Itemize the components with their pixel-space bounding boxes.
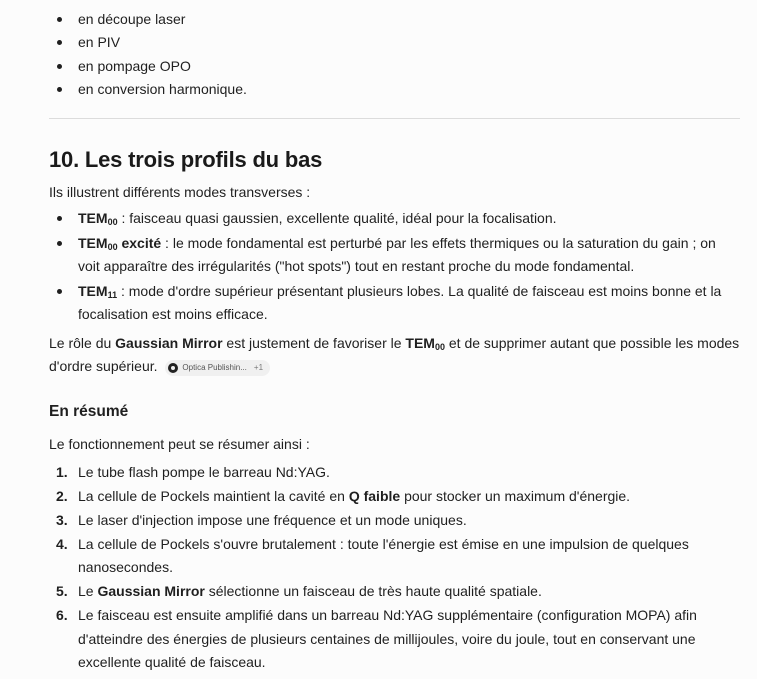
mode-description: : faisceau quasi gaussien, excellente qualité, idéal pour la focalisation.	[117, 210, 557, 227]
list-item	[49, 207, 740, 231]
list-item: en PIV	[49, 31, 740, 54]
mode-description: : le mode fondamental est perturbé par les effets thermiques ou la saturation du gain ; on voit apparaître des irrégularités ("hot spots") tout en restant proche du mode fondamental.	[78, 234, 716, 275]
step-number: 1.	[56, 463, 68, 480]
list-item: 4. La cellule de Pockels s'ouvre brutalement : toute l'énergie est émise en une impulsion de quelques nanosecondes.	[49, 533, 740, 580]
step-number: 4.	[56, 535, 68, 552]
list-item: 5. Le Gaussian Mirror sélectionne un faisceau de très haute qualité spatiale.	[49, 580, 740, 604]
list-item: 1. Le tube flash pompe le barreau Nd:YAG.	[49, 461, 740, 485]
gaussian-mirror-term: Gaussian Mirror	[115, 334, 223, 351]
section-title: 10. Les trois profils du bas	[49, 147, 323, 173]
section-divider	[49, 118, 740, 119]
list-item	[49, 280, 740, 327]
section-intro: Ils illustrent différents modes transverses :	[49, 184, 311, 201]
step-number: 2.	[56, 487, 68, 504]
list-item: en pompage OPO	[49, 55, 740, 78]
citation-count: +1	[253, 363, 264, 373]
list-item: 3. Le laser d'injection impose une fréquence et un mode uniques.	[49, 509, 740, 533]
list-item: 6. Le faisceau est ensuite amplifié dans un barreau Nd:YAG supplémentaire (configuration MOPA) afin d'atteindre des énergies de plusieurs centaines de millijoules, voire du joule, tout en conservant une excellente qualité de faisceau.	[49, 604, 740, 675]
citation-chip[interactable]	[165, 360, 270, 376]
citation-label: Optica Publishin...	[182, 363, 247, 373]
mode-description: : mode d'ordre supérieur présentant plusieurs lobes. La qualité de faisceau est moins bonne et la focalisation est moins efficace.	[78, 282, 722, 323]
mode-label: $TEM_{00}$	[78, 210, 118, 228]
role-paragraph: Le rôle du Gaussian Mirror est justement de favoriser le $TEM_{00}$ et de supprimer autant que possible les modes d'ordre supérieur. Optica Publishin... +1	[49, 332, 740, 379]
mode-label: $TEM_{00}$ excité	[78, 234, 162, 252]
tem-term: $TEM_{00}$	[405, 334, 445, 352]
source-logo-icon	[168, 363, 178, 373]
list-item: 2. La cellule de Pockels maintient la cavité en Q faible pour stocker un maximum d'énergie.	[49, 485, 740, 509]
list-item: en conversion harmonique.	[49, 78, 740, 101]
modes-list	[49, 207, 740, 327]
step-number: 3.	[56, 511, 68, 528]
step-number: 6.	[56, 607, 68, 624]
list-item	[49, 232, 740, 279]
mode-label: $TEM_{11}$	[78, 282, 118, 300]
step-number: 5.	[56, 583, 68, 600]
steps-list	[49, 461, 740, 675]
summary-intro: Le fonctionnement peut se résumer ainsi :	[49, 435, 310, 452]
applications-list	[49, 0, 740, 101]
summary-title: En résumé	[49, 402, 129, 420]
list-item: en découpe laser	[49, 8, 740, 31]
